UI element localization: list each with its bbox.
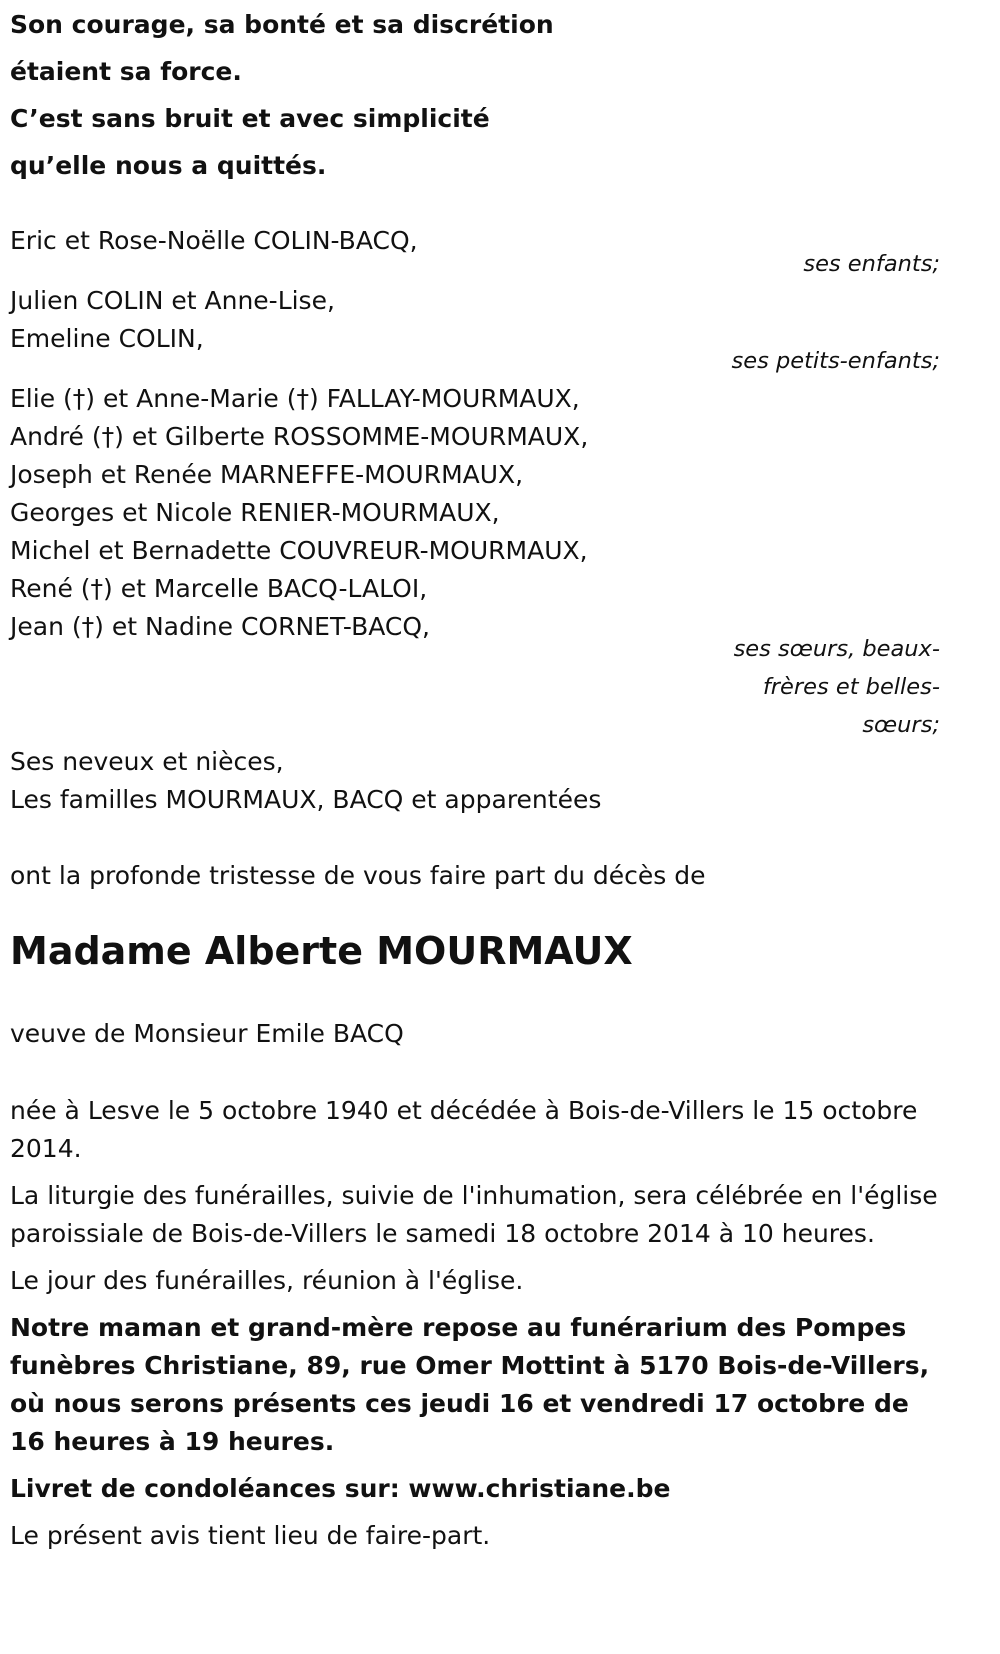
siblings-role-line-1: ses sœurs, beaux- xyxy=(733,636,940,662)
quote-line-2: étaient sa force. xyxy=(10,57,242,86)
families-line: Les familles MOURMAUX, BACQ et apparentées xyxy=(10,785,602,814)
spouse-line: veuve de Monsieur Emile BACQ xyxy=(10,1019,404,1048)
notice-text: Le présent avis tient lieu de faire-part. xyxy=(10,1521,491,1550)
children-role: ses enfants; xyxy=(803,251,940,277)
sibling-name-7: Jean (†) et Nadine CORNET-BACQ, xyxy=(10,612,430,641)
sibling-name-4: Georges et Nicole RENIER-MOURMAUX, xyxy=(10,498,500,527)
grandchild-name-2: Emeline COLIN, xyxy=(10,324,204,353)
condolences-text: Livret de condoléances sur: www.christiane.be xyxy=(10,1474,671,1503)
sibling-name-3: Joseph et Renée MARNEFFE-MOURMAUX, xyxy=(10,460,524,489)
funerarium-text: Notre maman et grand-mère repose au funérarium des Pompes funèbres Christiane, 89, rue Omer Mottint à 5170 Bois-de-Villers, où nous serons présents ces jeudi 16 et vendredi 17 octobre de 16 heures à 19 heures. xyxy=(10,1313,930,1456)
meeting-text: Le jour des funérailles, réunion à l'église. xyxy=(10,1266,524,1295)
sibling-name-5: Michel et Bernadette COUVREUR-MOURMAUX, xyxy=(10,536,588,565)
sibling-name-2: André (†) et Gilberte ROSSOMME-MOURMAUX, xyxy=(10,422,589,451)
sibling-name-6: René (†) et Marcelle BACQ-LALOI, xyxy=(10,574,428,603)
grandchildren-role: ses petits-enfants; xyxy=(731,348,940,374)
liturgy-text: La liturgie des funérailles, suivie de l'inhumation, sera célébrée en l'église paroissiale de Bois-de-Villers le samedi 18 octobre 2014 à 10 heures. xyxy=(10,1181,938,1248)
siblings-role-line-2: frères et belles- xyxy=(762,674,940,700)
sibling-name-1: Elie (†) et Anne-Marie (†) FALLAY-MOURMAUX, xyxy=(10,384,580,413)
deceased-name: Madame Alberte MOURMAUX xyxy=(10,929,633,973)
children-name: Eric et Rose-Noëlle COLIN-BACQ, xyxy=(10,226,418,255)
announcement-text: ont la profonde tristesse de vous faire part du décès de xyxy=(10,861,706,890)
nephews-line: Ses neveux et nièces, xyxy=(10,747,284,776)
quote-line-3: C’est sans bruit et avec simplicité xyxy=(10,104,490,133)
grandchild-name-1: Julien COLIN et Anne-Lise, xyxy=(10,286,335,315)
quote-line-1: Son courage, sa bonté et sa discrétion xyxy=(10,10,554,39)
quote-line-4: qu’elle nous a quittés. xyxy=(10,151,327,180)
birth-death-text: née à Lesve le 5 octobre 1940 et décédée à Bois-de-Villers le 15 octobre 2014. xyxy=(10,1096,918,1163)
siblings-role-line-3: sœurs; xyxy=(862,712,940,738)
